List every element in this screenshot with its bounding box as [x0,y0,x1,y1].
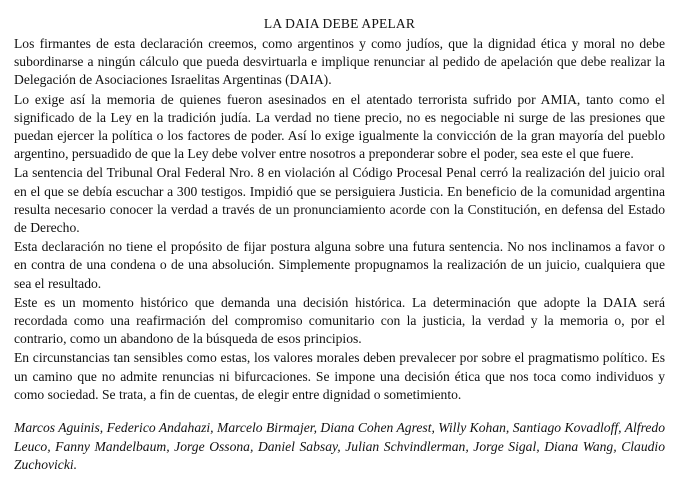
paragraph-6: En circunstancias tan sensibles como estas, los valores morales deben prevalecer por sobre el pragmatismo político. Es un camino que no admite renuncias ni bifurcaciones. Se impone una decisión ética que nos toca como individuos y como sociedad. Se trata, a fin de cuentas, de elegir entre dignidad o sometimiento. [14,350,665,402]
paragraph-2: Lo exige así la memoria de quienes fueron asesinados en el atentado terrorista sufrido por AMIA, tanto como el significado de la Ley en la tradición judía. La verdad no tiene precio, no es negociable ni surge de las presiones que puedan ejercer la política o los factores de poder. Así lo exige igualmente la convicción de la gran mayoría del pueblo argentino, persuadido de que la Ley debe volver entre nosotros a preponderar sobre el poder, sea este el que fuere. [14,91,665,162]
signatories-list: Marcos Aguinis, Federico Andahazi, Marcelo Birmajer, Diana Cohen Agrest, Willy Kohan, Santiago Kovadloff, Alfredo Leuco, Fanny Mandelbaum, Jorge Ossona, Daniel Sabsay, Julian Schvindlerman, Jorge Sigal, Diana Wang, Claudio Zuchovicki. [14,420,665,473]
document-title: LA DAIA DEBE APELAR [263,16,416,31]
paragraph-1: Los firmantes de esta declaración creemos, como argentinos y como judíos, que la dignidad ética y moral no debe subordinarse a ningún cálculo que pueda desvirtuarla e implique renunciar al pedido de apelación que debe realizar la Delegación de Asociaciones Israelitas Argentinas (DAIA). [14,36,665,88]
paragraph-3: La sentencia del Tribunal Oral Federal Nro. 8 en violación al Código Procesal Penal cerró la realización del juicio oral en el que se debía escuchar a 300 testigos. Impidió que se persiguiera Justicia. En beneficio de la comunidad argentina resulta necesario conocer la verdad a través de un pronunciamiento acorde con la Constitución, en defensa del Estado de Derecho. [14,165,665,236]
document-page [14,6,665,488]
paragraph-4: Esta declaración no tiene el propósito de fijar postura alguna sobre una futura sentencia. No nos inclinamos a favor o en contra de una condena o de una absolución. Simplemente propugnamos la realización de un juicio, cualquiera que sea el resultado. [14,239,665,291]
paragraph-5: Este es un momento histórico que demanda una decisión histórica. La determinación que adopte la DAIA será recordada como una reafirmación del compromiso comunitario con la justicia, la verdad y la memoria o, por el contrario, como un abandono de la búsqueda de esos principios. [14,294,665,347]
